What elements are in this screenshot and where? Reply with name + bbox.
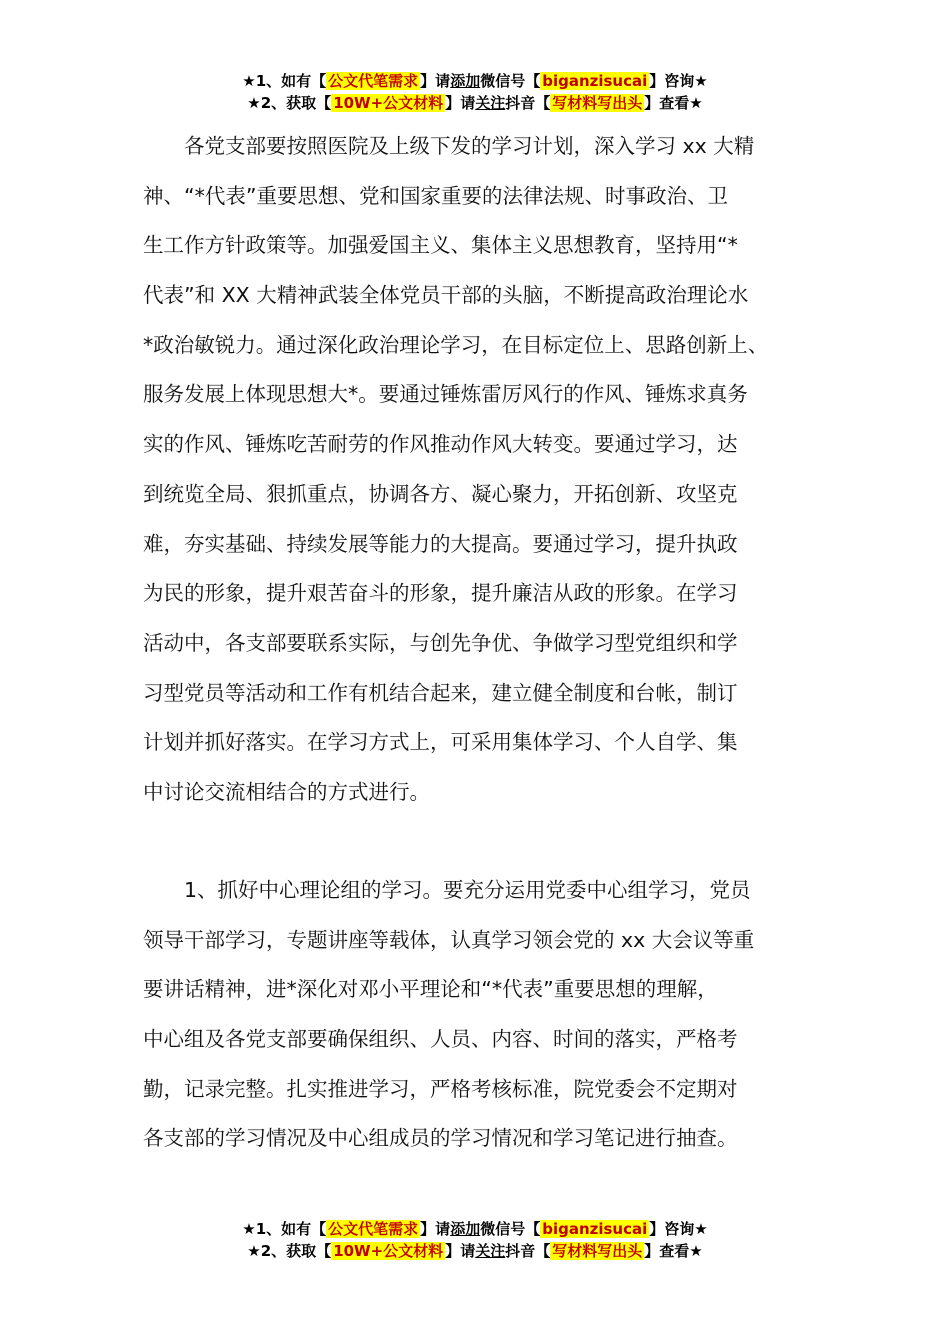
text-line: 到统览全局、狠抓重点，协调各方、凝心聚力，开拓创新、攻坚克 xyxy=(143,481,738,506)
text-line: 要讲话精神，进*深化对邓小平理论和“*代表”重要思想的理解， xyxy=(143,977,718,1002)
banner-text: 微信号【 xyxy=(480,1220,541,1238)
banner-text: 】咨询★ xyxy=(649,1220,708,1238)
banner-text: 】请 xyxy=(445,94,476,112)
text-line: 1、抓好中心理论组的学习。要充分运用党委中心组学习，党员 xyxy=(143,878,751,902)
banner-text: 抖音【 xyxy=(505,94,551,112)
text-line: 计划并抓好落实。在学习方式上，可采用集体学习、个人自学、集 xyxy=(143,730,738,755)
underlined-word: 关注 xyxy=(475,94,506,112)
text-line: 活动中，各支部要联系实际，与创先争优、争做学习型党组织和学 xyxy=(143,630,738,655)
highlight-label: 公文代笔需求 xyxy=(328,1220,419,1238)
banner-text: ★2、获取【 xyxy=(247,1242,332,1260)
wechat-id-highlight: biganzisucai xyxy=(542,1220,648,1238)
douyin-highlight: 写材料写出头 xyxy=(552,94,643,112)
text-line: 领导干部学习，专题讲座等载体，认真学习领会党的 xx 大会议等重 xyxy=(143,927,755,952)
text-line: 难，夯实基础、持续发展等能力的大提高。要通过学习，提升执政 xyxy=(143,531,738,556)
banner-text: 抖音【 xyxy=(505,1242,551,1260)
wechat-id-highlight: biganzisucai xyxy=(542,72,648,90)
header-banner xyxy=(0,70,950,114)
banner-line-2 xyxy=(0,1240,950,1262)
banner-text: ★2、获取【 xyxy=(247,94,332,112)
text-line: 代表”和 XX 大精神武装全体党员干部的头脑，不断提高政治理论水 xyxy=(143,283,749,308)
banner-text: 】请 xyxy=(420,1220,451,1238)
text-line: 习型党员等活动和工作有机结合起来，建立健全制度和台帐，制订 xyxy=(143,680,738,705)
underlined-word: 添加 xyxy=(450,72,481,90)
highlight-label: 公文代笔需求 xyxy=(328,72,419,90)
text-line: 各党支部要按照医院及上级下发的学习计划，深入学习 xx 大精 xyxy=(143,134,755,158)
text-line: 中讨论交流相结合的方式进行。 xyxy=(143,779,430,804)
douyin-highlight: 写材料写出头 xyxy=(552,1242,643,1260)
underlined-word: 添加 xyxy=(450,1220,481,1238)
banner-line-1 xyxy=(0,70,950,92)
banner-text: 】查看★ xyxy=(644,1242,703,1260)
banner-text: ★1、如有【 xyxy=(242,1220,327,1238)
text-line: 中心组及各党支部要确保组织、人员、内容、时间的落实，严格考 xyxy=(143,1027,738,1052)
banner-text: 】咨询★ xyxy=(649,72,708,90)
text-line: 神、“*代表”重要思想、党和国家重要的法律法规、时事政治、卫 xyxy=(143,183,728,208)
underlined-word: 关注 xyxy=(475,1242,506,1260)
paragraph-2 xyxy=(143,866,823,1164)
banner-text: ★1、如有【 xyxy=(242,72,327,90)
banner-text: 】查看★ xyxy=(644,94,703,112)
highlight-label: 10W+公文材料 xyxy=(333,1242,444,1260)
text-line: 勤，记录完整。扎实推进学习，严格考核标准，院党委会不定期对 xyxy=(143,1076,738,1101)
banner-line-1 xyxy=(0,1218,950,1240)
banner-line-2 xyxy=(0,92,950,114)
text-line: 生工作方针政策等。加强爱国主义、集体主义思想教育，坚持用“* xyxy=(143,233,738,258)
text-line: 服务发展上体现思想大*。要通过锤炼雷厉风行的作风、锤炼求真务 xyxy=(143,382,748,407)
highlight-label: 10W+公文材料 xyxy=(333,94,444,112)
paragraph-1 xyxy=(143,122,823,818)
text-line: 为民的形象，提升艰苦奋斗的形象，提升廉洁从政的形象。在学习 xyxy=(143,581,738,606)
footer-banner xyxy=(0,1218,950,1262)
banner-text: 】请 xyxy=(445,1242,476,1260)
text-line: 各支部的学习情况及中心组成员的学习情况和学习笔记进行抽查。 xyxy=(143,1126,738,1151)
text-line: *政治敏锐力。通过深化政治理论学习，在目标定位上、思路创新上、 xyxy=(143,332,769,357)
banner-text: 微信号【 xyxy=(480,72,541,90)
text-line: 实的作风、锤炼吃苦耐劳的作风推动作风大转变。要通过学习，达 xyxy=(143,432,738,457)
banner-text: 】请 xyxy=(420,72,451,90)
